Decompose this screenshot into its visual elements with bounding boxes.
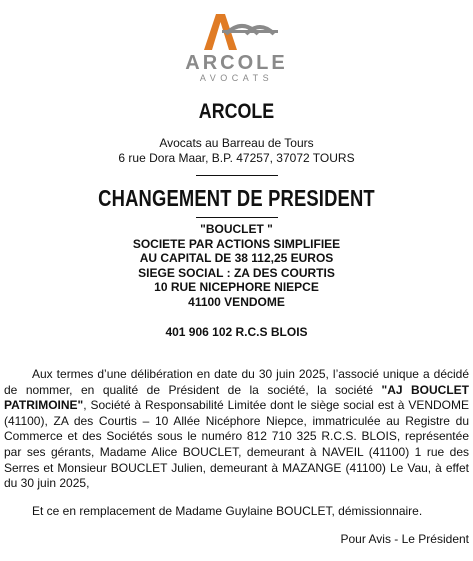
company-block [0,222,473,309]
body-text-part2: , Société à Responsabilité Limitée dont le siège social est à VENDOME (41100), ZA des Courtis – 10 Allée Nicéphore Niepce, immatriculée au Registre du Commerce et des Sociétés sous le numéro 812 710 325 R.C.S. BLOIS, représentée par ses gérants, Madame Alice BOUCLET, demeurant à NAVEIL (41100) 1 rue des Serres et Monsieur BOUCLET Julien, demeurant à MAZANGE (41100) Le Vau, à effet du 30 juin 2025, [4,398,469,491]
company-line: AU CAPITAL DE 38 112,25 EUROS [139,251,334,265]
notice-title: CHANGEMENT DE PRESIDENT [98,185,375,211]
company-line: 41100 VENDOME [188,294,285,309]
firm-address: 6 rue Dora Maar, B.P. 47257, 37072 TOURS [118,151,355,165]
firm-name: ARCOLE [198,100,275,123]
logo-name: ARCOLE [185,52,288,74]
company-line: SOCIETE PAR ACTIONS SIMPLIFIEE [132,236,341,251]
logo-tagline: AVOCATS [199,73,274,83]
divider [196,217,278,218]
replacement-paragraph: Et ce en remplacement de Madame Guylaine BOUCLET, démissionnaire. [32,504,423,518]
signature: Pour Avis - Le Président [340,532,469,546]
divider [196,175,278,176]
firm-description: Avocats au Barreau de Tours [159,136,314,150]
body-paragraph [4,367,469,492]
company-line: SIEGE SOCIAL : ZA DES COURTIS [138,265,335,280]
company-line: 10 RUE NICEPHORE NIEPCE [154,280,319,294]
body-text-part1: Aux termes d’une délibération en date du 30 juin 2025, l’associé unique a décidé de nommer, en qualité de Président de la société, la société [4,367,469,397]
rcs-number: 401 906 102 R.C.S BLOIS [165,325,308,339]
company-line: "BOUCLET " [200,222,273,236]
arch-icon [182,4,292,54]
new-president-name: "AJ BOUCLET PATRIMOINE" [4,382,470,413]
